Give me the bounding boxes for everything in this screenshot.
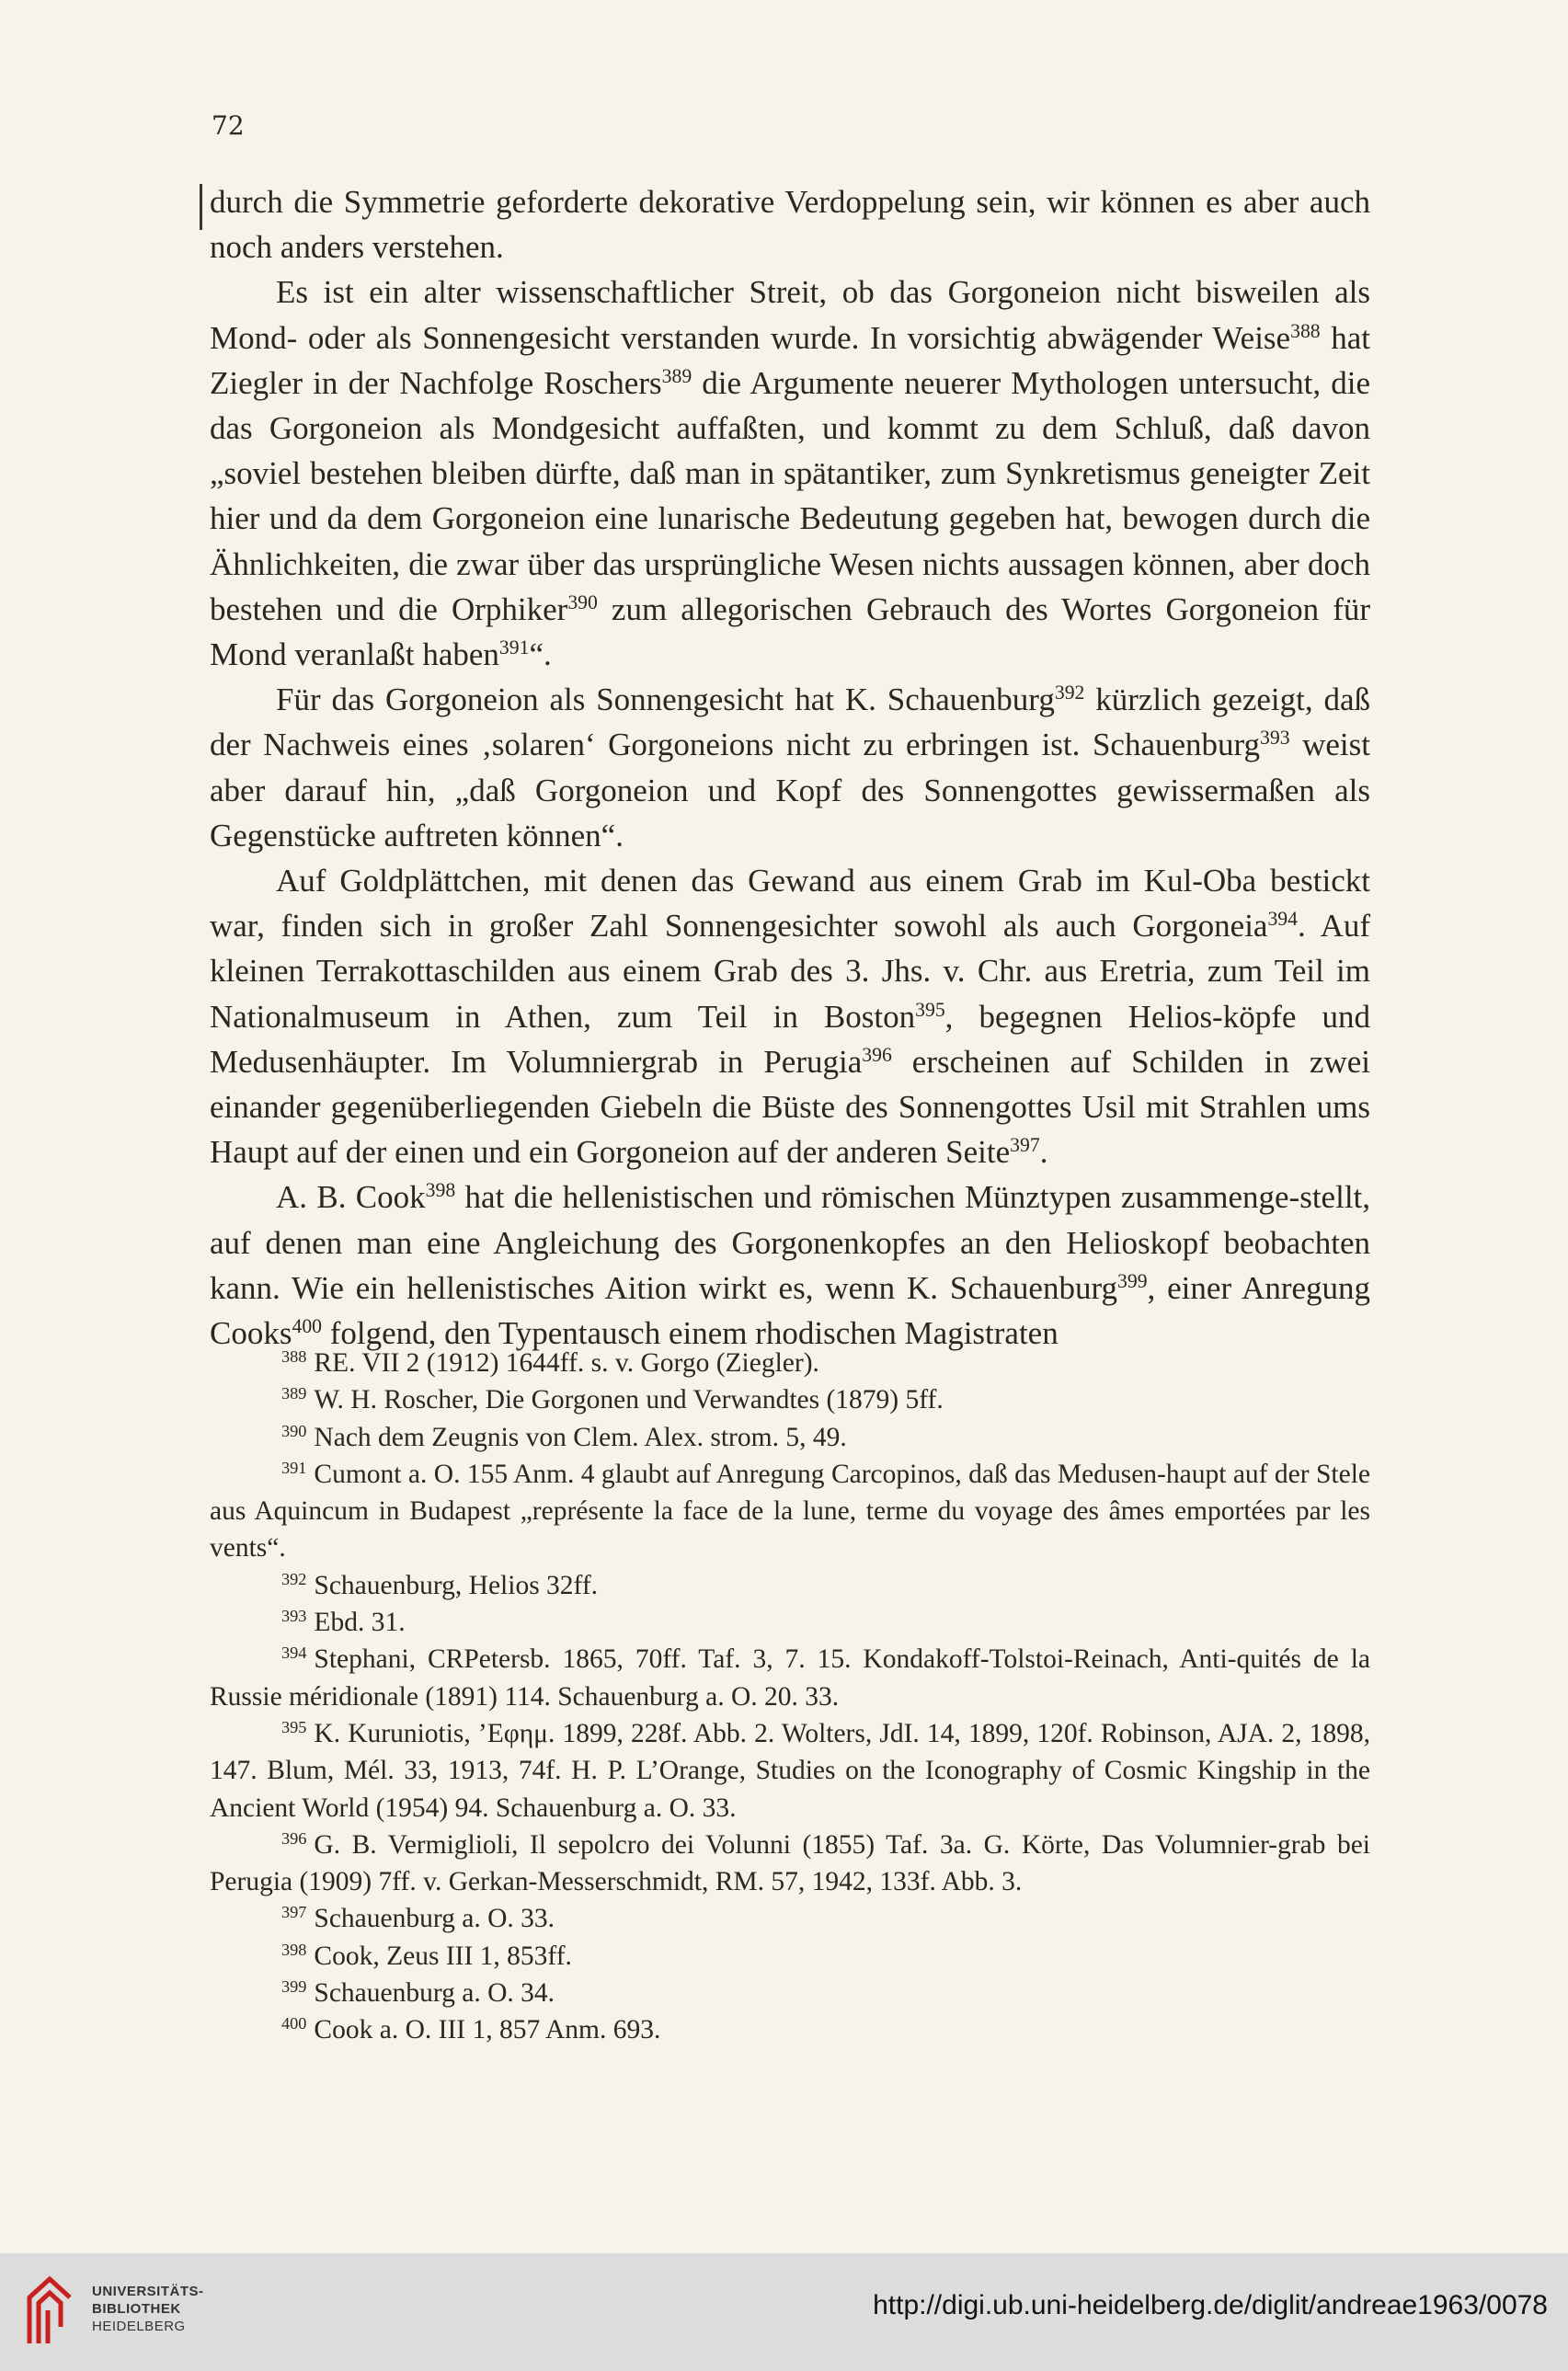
footnote: $^{395}$ K. Kuruniotis, ’Εφημ. 1899, 228f. Abb. 2. Wolters, JdI. 14, 1899, 120f. Robinson, AJA. 2, 1898, 147. Blum, Mél. 33, 1913, 74f. H. P. L’Orange, Studies on the Iconography of Cosmic Kingship in the Ancient World (1954) 94. Schauenburg a. O. 33. <box>210 1717 1370 1823</box>
footnote-ref[interactable]: 397 <box>1010 1134 1040 1157</box>
footnotes <box>210 1345 1370 2049</box>
footnote-ref[interactable]: 391 <box>498 636 530 659</box>
footnote-ref[interactable]: 400 <box>292 1315 322 1338</box>
paragraph-2: Es ist ein alter wissenschaftlicher Streit, ob das Gorgoneion nicht bisweilen als Mond- oder als Sonnengesicht verstanden wurde. In vorsichtig abwägender Weise$^{388}$ hat Ziegler in der Nachfolge Roschers$^{389}$ die Argumente neuerer Mythologen untersucht, die das Gorgoneion als Mondgesicht auffaßten, und kommt zu dem Schluß, daß davon „soviel bestehen bleiben dürfte, daß man in spätantiker, zum Synkretismus geneigter Zeit hier und da dem Gorgoneion eine lunarische Bedeutung gegeben hat, bewogen durch die Ähnlichkeiten, die zwar über das ursprüngliche Wesen nichts aussagen können, aber doch bestehen und die Orphiker$^{390}$ zum allegorischen Gebrauch des Wortes Gorgoneion für Mond veranlaßt haben$^{391}$“. <box>210 274 1371 673</box>
footnote: $^{399}$ Schauenburg a. O. 34. <box>281 1977 555 2009</box>
paragraph-1: durch die Symmetrie geforderte dekorative Verdoppelung sein, wir können es aber auch noch anders verstehen. <box>210 184 1370 266</box>
footnote-ref[interactable]: 393 <box>1260 727 1290 750</box>
footnote: $^{394}$ Stephani, CRPetersb. 1865, 70ff. Taf. 3, 7. 15. Kondakoff-Tolstoi-Reinach, Anti-quités de la Russie méridionale (1891) 114. Schauenburg a. O. 20. 33. <box>210 1644 1370 1712</box>
footnote-ref[interactable]: 395 <box>915 998 945 1021</box>
footnote-ref[interactable]: 396 <box>862 1043 892 1066</box>
footnote: $^{389}$ W. H. Roscher, Die Gorgonen und Verwandtes (1879) 5ff. <box>281 1384 944 1415</box>
footnote-ref[interactable]: 394 <box>1267 908 1298 931</box>
footnote: $^{392}$ Schauenburg, Helios 32ff. <box>281 1569 599 1600</box>
footnote: $^{397}$ Schauenburg a. O. 33. <box>281 1903 555 1934</box>
footnote: $^{390}$ Nach dem Zeugnis von Clem. Alex. strom. 5, 49. <box>281 1421 847 1452</box>
footnote-ref[interactable]: 399 <box>1117 1269 1148 1292</box>
library-logo-icon[interactable] <box>18 2270 83 2353</box>
permalink-url[interactable]: http://digi.ub.uni-heidelberg.de/diglit/andreae1963/0078 <box>873 2290 1548 2320</box>
footnote-ref[interactable]: 390 <box>567 590 598 613</box>
footnote: $^{400}$ Cook a. O. III 1, 857 Anm. 693. <box>281 2014 661 2045</box>
margin-mark <box>200 184 202 230</box>
footnote: $^{398}$ Cook, Zeus III 1, 853ff. <box>281 1940 572 1971</box>
footnote-ref[interactable]: 389 <box>661 364 692 387</box>
footnote: $^{391}$ Cumont a. O. 155 Anm. 4 glaubt auf Anregung Carcopinos, daß das Medusen-haupt auf der Stele aus Aquincum in Budapest „représente la face de la lune, terme du voyage des âmes emportées par les vents“. <box>210 1458 1370 1563</box>
paragraph-3: Für das Gorgoneion als Sonnengesicht hat K. Schauenburg$^{392}$ kürzlich gezeigt, daß der Nachweis eines ‚solaren‘ Gorgoneions nicht zu erbringen ist. Schauenburg$^{393}$ weist aber darauf hin, „daß Gorgoneion und Kopf des Sonnengottes gewissermaßen als Gegenstücke auftreten können“. <box>210 682 1371 853</box>
footnote-ref[interactable]: 392 <box>1054 682 1085 704</box>
paragraph-4: Auf Goldplättchen, mit denen das Gewand aus einem Grab im Kul-Oba bestickt war, finden sich in großer Zahl Sonnengesichter sowohl als auch Gorgoneia$^{394}$. Auf kleinen Terrakottaschilden aus einem Grab des 3. Jhs. v. Chr. aus Eretria, zum Teil im Nationalmuseum in Athen, zum Teil in Boston$^{395}$, begegnen Helios-köpfe und Medusenhäupter. Im Volumniergrab in Perugia$^{396}$ erscheinen auf Schilden in zwei einander gegenüberliegenden Giebeln die Büste des Sonnengottes Usil mit Strahlen ums Haupt auf der einen und ein Gorgoneion auf der anderen Seite$^{397}$. <box>210 863 1370 1171</box>
page-number: 72 <box>212 110 245 141</box>
main-text <box>210 179 1370 1356</box>
library-footer <box>0 2253 1568 2371</box>
footnote-ref[interactable]: 388 <box>1290 319 1321 342</box>
paragraph-5: A. B. Cook$^{398}$ hat die hellenistischen und römischen Münztypen zusammenge-stellt, auf denen man eine Angleichung des Gorgonenkopfes an den Helioskopf beobachten kann. Wie ein hellenistisches Aition wirkt es, wenn K. Schauenburg$^{399}$, einer Anregung Cooks$^{400}$ folgend, den Typentausch einem rhodischen Magistraten <box>210 1179 1371 1352</box>
footnote: $^{393}$ Ebd. 31. <box>281 1607 406 1638</box>
footnote: $^{396}$ G. B. Vermiglioli, Il sepolcro dei Volunni (1855) Taf. 3a. G. Körte, Das Volumnier-grab bei Perugia (1909) 7ff. v. Gerkan-Messerschmidt, RM. 57, 1942, 133f. Abb. 3. <box>210 1828 1370 1897</box>
footnote: $^{388}$ RE. VII 2 (1912) 1644ff. s. v. Gorgo (Ziegler). <box>281 1346 819 1378</box>
footnote-ref[interactable]: 398 <box>425 1179 456 1202</box>
library-name: UNIVERSITÄTS- BIBLIOTHEK HEIDELBERG <box>92 2284 204 2334</box>
